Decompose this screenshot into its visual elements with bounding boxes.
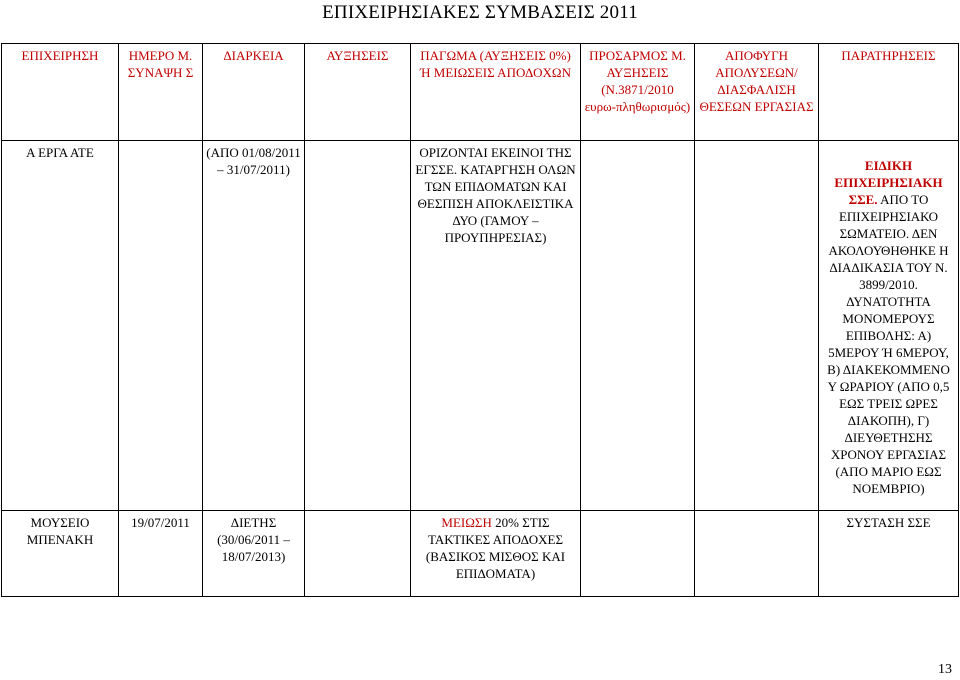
cell-remarks: ΣΥΣΤΑΣΗ ΣΣΕ bbox=[819, 511, 959, 597]
cell-adjustment bbox=[581, 141, 695, 511]
cell-company: ΜΟΥΣΕΙΟ ΜΠΕΝΑΚΗ bbox=[2, 511, 119, 597]
cell-dismissal-avoidance bbox=[695, 141, 819, 511]
cell-adjustment bbox=[581, 511, 695, 597]
cell-duration: (ΑΠΟ 01/08/2011 – 31/07/2011) bbox=[203, 141, 305, 511]
table-row bbox=[2, 141, 959, 511]
header-dismissal-avoidance: ΑΠΟΦΥΓΗ ΑΠΟΛΥΣΕΩΝ/ ΔΙΑΣΦΑΛΙΣΗ ΘΕΣΕΩΝ ΕΡΓΑΣΙΑΣ bbox=[695, 44, 819, 141]
header-freeze: ΠΑΓΩΜΑ (ΑΥΞΗΣΕΙΣ 0%) Ή ΜΕΙΩΣΕΙΣ ΑΠΟΔΟΧΩΝ bbox=[411, 44, 581, 141]
cell-duration: ΔΙΕΤΗΣ (30/06/2011 – 18/07/2013) bbox=[203, 511, 305, 597]
header-duration: ΔΙΑΡΚΕΙΑ bbox=[203, 44, 305, 141]
page-title: ΕΠΙΧΕΙΡΗΣΙΑΚΕΣ ΣΥΜΒΑΣΕΙΣ 2011 bbox=[322, 2, 638, 23]
cell-freeze bbox=[411, 511, 581, 597]
freeze-text: 20% ΣΤΙΣ ΤΑΚΤΙΚΕΣ ΑΠΟΔΟΧΕΣ (ΒΑΣΙΚΟΣ ΜΙΣΘΟΣ ΚΑΙ ΕΠΙΔΟΜΑΤΑ) bbox=[425, 515, 566, 581]
header-signing-date: ΗΜΕΡΟ Μ. ΣΥΝΑΨΗ Σ bbox=[119, 44, 203, 141]
cell-freeze: ΟΡΙΖΟΝΤΑΙ ΕΚΕΙΝΟΙ ΤΗΣ ΕΓΣΣΕ. ΚΑΤΑΡΓΗΣΗ ΟΛΩΝ ΤΩΝ ΕΠΙΔΟΜΑΤΩΝ ΚΑΙ ΘΕΣΠΙΣΗ ΑΠΟΚΛΕΙΣΤΙΚΑ ΔΥΟ (ΓΑΜΟΥ – ΠΡΟΥΠΗΡΕΣΙΑΣ) bbox=[411, 141, 581, 511]
header-remarks: ΠΑΡΑΤΗΡΗΣΕΙΣ bbox=[819, 44, 959, 141]
header-company: ΕΠΙΧΕΙΡΗΣΗ bbox=[2, 44, 119, 141]
page-number: 13 bbox=[938, 662, 952, 677]
cell-increases bbox=[305, 511, 411, 597]
header-increases: ΑΥΞΗΣΕΙΣ bbox=[305, 44, 411, 141]
freeze-highlight: ΜΕΙΩΣΗ bbox=[441, 515, 492, 530]
cell-remarks bbox=[819, 141, 959, 511]
remarks-highlight: ΕΙΔΙΚΗ ΕΠΙΧΕΙΡΗΣΙΑΚΗ ΣΣΕ. bbox=[834, 158, 943, 207]
cell-company: Α ΕΡΓΑ ΑΤΕ bbox=[2, 141, 119, 511]
header-adjustment: ΠΡΟΣΑΡΜΟΣ Μ. ΑΥΞΗΣΕΙΣ (Ν.3871/2010 ευρω-πληθωρισμός) bbox=[581, 44, 695, 141]
header-row bbox=[2, 44, 959, 141]
cell-signing-date: 19/07/2011 bbox=[119, 511, 203, 597]
cell-signing-date bbox=[119, 141, 203, 511]
table-row bbox=[2, 511, 959, 597]
cell-dismissal-avoidance bbox=[695, 511, 819, 597]
remarks-text: ΑΠΟ ΤΟ ΕΠΙΧΕΙΡΗΣΙΑΚΟ ΣΩΜΑΤΕΙΟ. ΔΕΝ ΑΚΟΛΟΥΘΗΘΗΚΕ Η ΔΙΑΔΙΚΑΣΙΑ ΤΟΥ Ν. 3899/2010. ΔΥΝΑΤΟΤΗΤΑ ΜΟΝΟΜΕΡΟΥΣ ΕΠΙΒΟΛΗΣ: Α) 5ΜΕΡΟΥ Ή 6ΜΕΡΟΥ, Β) ΔΙΑΚΕΚΟΜΜΕΝΟ Υ ΩΡΑΡΙΟΥ (ΑΠΟ 0,5 ΕΩΣ ΤΡΕΙΣ ΩΡΕΣ ΔΙΑΚΟΠΗ), Γ) ΔΙΕΥΘΕΤΗΣΗΣ ΧΡΟΝΟΥ ΕΡΓΑΣΙΑΣ (ΑΠΟ ΜΑΡΙΟ ΕΩΣ ΝΟΕΜΒΡΙΟ) bbox=[827, 192, 950, 496]
contracts-table bbox=[1, 43, 959, 597]
cell-increases bbox=[305, 141, 411, 511]
